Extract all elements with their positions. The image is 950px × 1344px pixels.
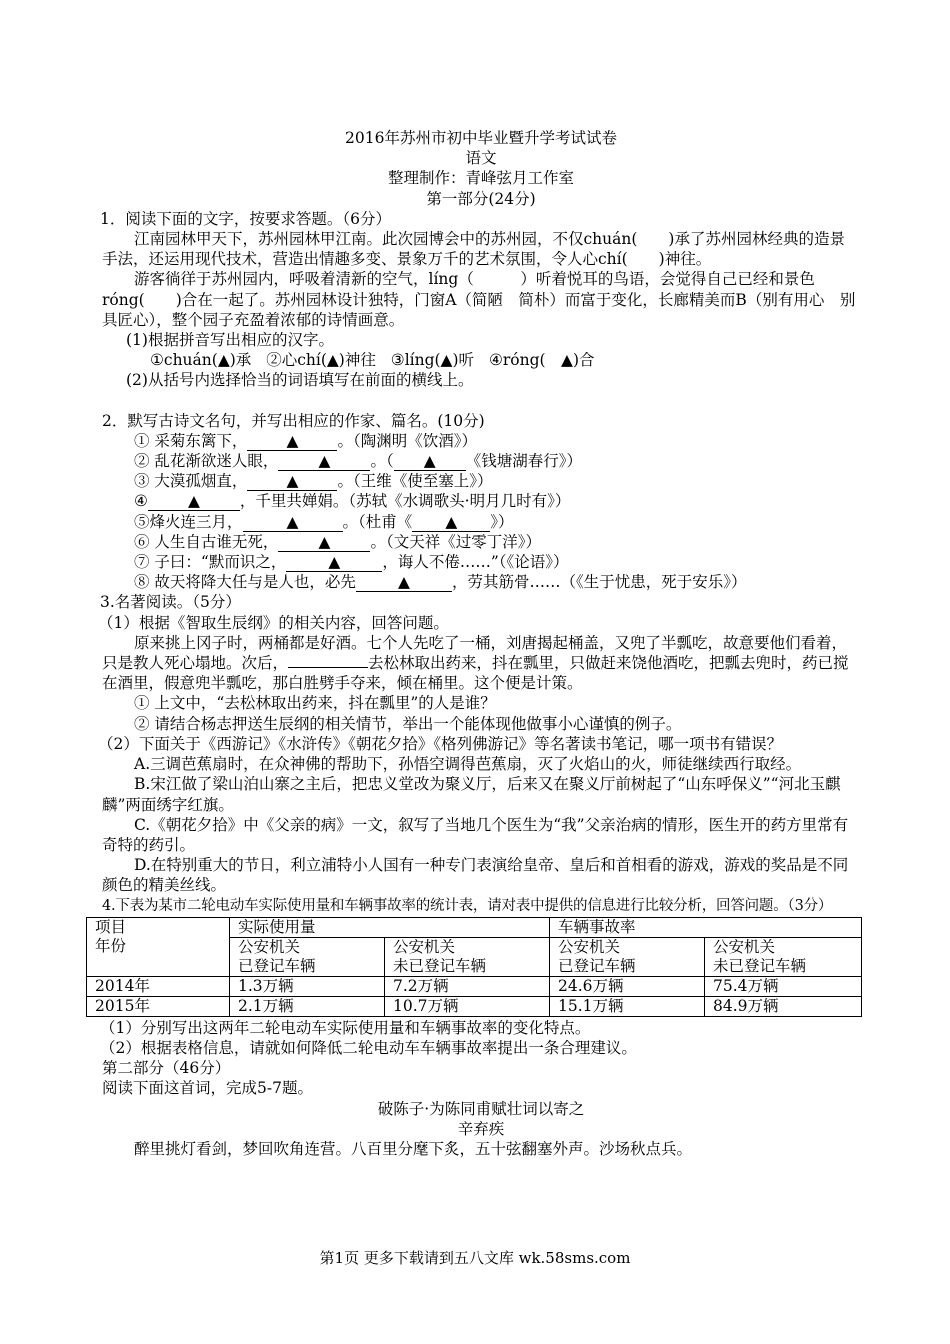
q2-l1-source: 。（陶渊明《饮酒》） [337, 431, 477, 450]
q1-sub2: (2)从括号内选择恰当的词语填写在前面的横线上。 [126, 371, 474, 390]
subheader-unregistered [705, 937, 862, 976]
q2-l5-mid: 。（杜甫《 [342, 512, 413, 531]
producer: 整理制作：青峰弦月工作室 [387, 169, 574, 188]
subheader-unregistered [385, 937, 550, 976]
q2-l7-text: ⑦ 子曰：“默而识之， [134, 553, 287, 572]
q1-sub1-items [102, 350, 860, 370]
answer-blank[interactable]: ▲ [278, 533, 370, 552]
q1-para1 [102, 229, 860, 269]
subheader-line2: 已登记车辆 [238, 956, 316, 975]
q2-line-5 [102, 512, 860, 532]
q2-line-6 [102, 532, 860, 552]
q2-l2-source: 《钱塘湖春行》） [465, 452, 582, 471]
part2-title: 第二部分（46分） [102, 1059, 231, 1078]
answer-blank[interactable]: ▲ [247, 472, 337, 491]
q4-sub1: （1）分别写出这两年二轮电动车实际使用量和车辆事故率的变化特点。 [100, 1018, 591, 1037]
cell-year: 2015年 [87, 996, 230, 1016]
exam-title: 2016年苏州市初中毕业暨升学考试试卷 [345, 129, 617, 147]
q3-passage-b: 去松林取出药来，抖在瓢里，只做赶来饶他酒吃，把瓢去兜时，药已搅在酒里，假意兜半瓢吃，那白胜劈手夺来，倾在桶里。这个便是计策。 [102, 654, 849, 693]
q3-passage [102, 633, 860, 694]
q2-l5-source: 》） [490, 512, 514, 531]
q1-item-3: ③líng(▲)听 [390, 351, 475, 370]
cell-value: 15.1万辆 [550, 996, 705, 1016]
passage-blank [288, 667, 368, 668]
q2-l3-source: 。（王维《使至塞上》） [337, 472, 493, 491]
q1-para2 [102, 269, 860, 330]
q1-item-4: ④róng( ▲)合 [488, 351, 595, 370]
part2-intro: 阅读下面这首词，完成5-7题。 [102, 1079, 313, 1098]
cell-value: 75.4万辆 [705, 976, 862, 996]
header-year: 年份 [95, 936, 127, 955]
q2-l8-text: ⑧ 故天将降大任与是人也，必先 [134, 573, 356, 592]
poem-line-1: 醉里挑灯看剑，梦回吹角连营。八百里分麾下炙，五十弦翻塞外声。沙场秋点兵。 [134, 1139, 693, 1158]
subheader-registered [550, 937, 705, 976]
cell-value: 84.9万辆 [705, 996, 862, 1016]
header-item: 项目 [95, 917, 127, 936]
header-usage: 实际使用量 [230, 917, 550, 937]
answer-blank[interactable]: ▲ [247, 432, 337, 451]
q2-l7-source: ，诲人不倦……”（《论语》） [382, 553, 569, 572]
q1-para2-text: 游客徜徉于苏州园内，呼吸着清新的空气，líng（ ）听着悦耳的鸟语，会觉得自己已经和景色róng( )合在一起了。苏州园林设计独特，门窗A（简陋 简朴）而富于变化，长廊精美而B（别有用心 别具匠心），整个园子充盈着浓郁的诗情画意。 [102, 270, 856, 329]
q2-l6-source: 。（文天祥《过零丁洋》） [370, 532, 541, 551]
subheader-line2: 未已登记车辆 [713, 956, 807, 975]
q3-passage-a: 原来挑上冈子时，两桶都是好酒。七个人先吃了一桶，刘唐揭起桶盖，又兜了半瓢吃，故意要他们看着，只是教人死心塌地。次后， [102, 633, 848, 673]
q2-l2-mid: 。（ [370, 452, 394, 471]
part1-title: 第一部分(24分) [426, 189, 536, 208]
subheader-line2: 未已登记车辆 [393, 956, 487, 975]
q2-l2-text: ② 乱花渐欲迷人眼， [134, 452, 279, 471]
q3-title: 3.名著阅读。（5分） [100, 593, 241, 612]
q1-title: 1．阅读下面的文字，按要求答题。（6分） [100, 209, 391, 228]
statistics-table [86, 917, 862, 1017]
answer-blank[interactable]: ▲ [286, 553, 382, 572]
q2-line-2 [102, 451, 860, 471]
q4-sub2: （2）根据表格信息，请就如何降低二轮电动车车辆事故率提出一条合理建议。 [100, 1038, 637, 1057]
answer-blank[interactable]: ▲ [148, 492, 240, 511]
poem-title: 破陈子·为陈同甫赋壮词以寄之 [377, 1099, 585, 1118]
q2-l1-text: ① 采菊东篱下， [134, 431, 248, 450]
exam-page [95, 128, 860, 1159]
q2-line-4 [102, 491, 860, 511]
q3-sub2: （2）下面关于《西游记》《水浒传》《朝花夕拾》《格列佛游记》等名著读书笔记，哪一项书有错误？ [98, 734, 783, 753]
q2-l8-source: ，劳其筋骨……（《生于忧患，死于安乐》） [451, 573, 747, 592]
subject: 语文 [465, 149, 497, 168]
q2-title: 2．默写古诗文名句，并写出相应的作家、篇名。(10分) [102, 411, 485, 430]
table-header-corner [87, 917, 230, 976]
poet: 辛弃疾 [457, 1119, 505, 1138]
q3-option-c: C.《朝花夕拾》中《父亲的病》一文，叙写了当地几个医生为“我”父亲治病的情形，医生开的药方里常有奇特的药引。 [102, 815, 849, 854]
q1-sub1: (1)根据拼音写出相应的汉字。 [126, 331, 334, 350]
q2-line-7 [102, 552, 860, 572]
subheader-line1: 公安机关 [713, 937, 776, 956]
q3-sub1: （1）根据《智取生辰纲》的相关内容，回答问题。 [98, 613, 449, 632]
subheader-line2: 已登记车辆 [558, 956, 636, 975]
answer-blank[interactable]: ▲ [243, 513, 343, 532]
q2-l3-text: ③ 大漠孤烟直， [134, 472, 248, 491]
q3-question-b: ② 请结合杨志押送生辰纲的相关情节，举出一个能体现他做事小心谨慎的例子。 [134, 714, 682, 733]
q4-title: 4.下表为某市二轮电动车实际使用量和车辆事故率的统计表，请对表中提供的信息进行比较分析，回答问题。（3分） [102, 897, 833, 914]
q2-line-3 [102, 471, 860, 491]
q1-item-2: ②心chí(▲)神往 [266, 351, 376, 370]
answer-blank[interactable]: ▲ [278, 452, 370, 471]
q3-option-a: A.三调芭蕉扇时，在众神佛的帮助下，孙悟空调得芭蕉扇，灭了火焰山的火，师徒继续西行取经。 [134, 755, 802, 774]
cell-value: 10.7万辆 [385, 996, 550, 1016]
cell-value: 1.3万辆 [230, 976, 385, 996]
page-footer: 第1页 更多下载请到五八文库 wk.58sms.com [319, 1249, 631, 1267]
q3-question-a: ① 上文中，“去松林取出药来，抖在瓢里”的人是谁？ [134, 694, 496, 713]
subheader-line1: 公安机关 [558, 937, 621, 956]
subheader-registered [230, 937, 385, 976]
cell-year: 2014年 [87, 976, 230, 996]
q3-option-b: B.宋江做了梁山泊山寨之主后，把忠义堂改为聚义厅，后来又在聚义厅前树起了“山东呼保义”“河北玉麒麟”两面绣字红旗。 [102, 775, 841, 814]
q2-l6-text: ⑥ 人生自古谁无死， [134, 532, 279, 551]
answer-blank[interactable]: ▲ [356, 573, 452, 592]
q2-l5-text: ⑤烽火连三月， [134, 512, 243, 531]
header-accident: 车辆事故率 [550, 917, 862, 937]
table-row [87, 976, 862, 996]
q1-item-1: ①chuán(▲)承 [150, 351, 252, 370]
cell-value: 7.2万辆 [385, 976, 550, 996]
cell-value: 24.6万辆 [550, 976, 705, 996]
q3-option-d: D.在特别重大的节日，利立浦特小人国有一种专门表演给皇帝、皇后和首相看的游戏，游戏的奖品是不同颜色的精美丝线。 [102, 856, 849, 895]
answer-blank[interactable]: ▲ [412, 513, 490, 532]
answer-blank[interactable]: ▲ [394, 452, 466, 471]
table-row [87, 996, 862, 1016]
q2-line-8 [102, 572, 860, 592]
cell-value: 2.1万辆 [230, 996, 385, 1016]
subheader-line1: 公安机关 [238, 937, 301, 956]
subheader-line1: 公安机关 [393, 937, 456, 956]
q2-line-1 [102, 431, 860, 451]
q1-para1-text: 江南园林甲天下，苏州园林甲江南。此次园博会中的苏州园，不仅chuán( )承了苏州园林经典的造景手法，还运用现代技术，营造出情趣多变、景象万千的艺术氛围，令人心chí( )神往。 [102, 230, 845, 269]
q2-l4-text: ④ [134, 492, 148, 511]
q2-l4-source: ，千里共婵娟。（苏轼《水调歌头·明月几时有》） [239, 492, 571, 511]
